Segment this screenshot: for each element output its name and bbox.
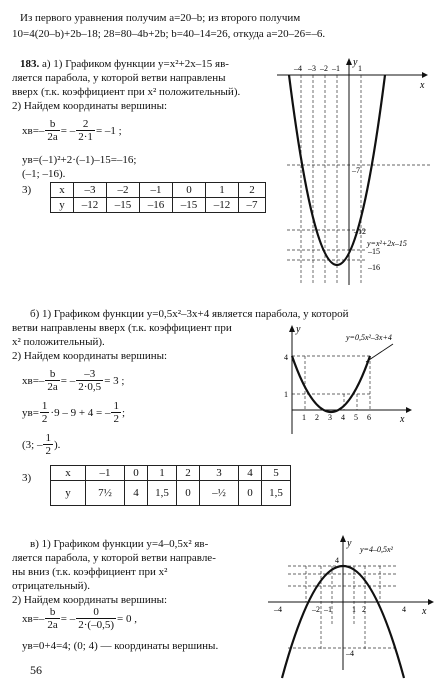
axis-x-label: x xyxy=(400,414,405,425)
x-tick: 2 xyxy=(315,413,319,422)
table-cell: 5 xyxy=(262,466,291,481)
x-tick: –1 xyxy=(332,64,340,73)
numerator: b xyxy=(45,118,59,131)
problem-number: 183. xyxy=(20,58,40,70)
result: = –1 ; xyxy=(95,124,122,137)
table-cell: 1,5 xyxy=(262,481,291,506)
denominator: 2a xyxy=(47,131,58,143)
x-tick: 6 xyxy=(367,413,371,422)
curve-label: y=0,5x²–3x+4 xyxy=(346,333,392,342)
table-cell: 0 xyxy=(239,481,262,506)
x-tick: 1 xyxy=(358,64,362,73)
table-cell: –12 xyxy=(74,198,107,213)
part-a-line-1 xyxy=(20,58,229,71)
axis-y-label: y xyxy=(353,57,358,68)
x-tick: 2 xyxy=(362,605,366,614)
vertex-text: (3; – xyxy=(22,438,43,451)
intro-line-1: Из первого уравнения получим a=20–b; из второго получим xyxy=(20,12,301,24)
table-row-x xyxy=(51,183,266,198)
part-a-xv-formula xyxy=(22,118,122,143)
part-c-line-1: в) 1) Графиком функции y=4–0,5x² яв- xyxy=(30,538,209,550)
part-c-line-2: ляется парабола, у которой ветви направле- xyxy=(12,552,216,564)
part-b-xv-formula xyxy=(22,368,124,393)
x-tick: –2 xyxy=(312,605,320,614)
x-tick: 3 xyxy=(328,413,332,422)
fraction xyxy=(76,368,103,393)
curve-label: y=x²+2x–15 xyxy=(367,239,407,248)
part-b-yv-formula xyxy=(22,400,125,425)
denominator: 2·0,5 xyxy=(78,381,102,393)
y-tick: 4 xyxy=(335,556,339,565)
table-cell: 3 xyxy=(200,466,239,481)
numerator: b xyxy=(45,606,59,619)
x-tick: –1 xyxy=(324,605,332,614)
table-cell: x xyxy=(51,183,74,198)
fraction xyxy=(76,118,95,143)
x-tick: 1 xyxy=(352,605,356,614)
y-tick: 1 xyxy=(284,390,288,399)
part-b-table-number: 3) xyxy=(22,472,32,484)
denominator: 2·1 xyxy=(78,131,93,143)
y-tick: –12 xyxy=(354,227,366,236)
table-row-y xyxy=(51,481,291,506)
table-row-x xyxy=(51,466,291,481)
part-a-vertex: (–1; –16). xyxy=(22,168,66,180)
table-cell: –1 xyxy=(140,183,173,198)
numerator: 0 xyxy=(76,606,116,619)
fraction xyxy=(43,432,53,457)
part-c-line-4: отрицательный). xyxy=(12,580,90,592)
table-cell: –15 xyxy=(107,198,140,213)
table-cell: 0 xyxy=(125,466,148,481)
table-cell: 1 xyxy=(206,183,239,198)
x-tick: –2 xyxy=(320,64,328,73)
table-cell: –15 xyxy=(173,198,206,213)
x-tick: 4 xyxy=(402,605,406,614)
xv-label: xв=– xyxy=(22,612,45,625)
table-cell: 2 xyxy=(177,466,200,481)
denominator: 2·(–0,5) xyxy=(78,619,115,631)
numerator: 1 xyxy=(45,432,51,444)
part-a-text-1: а) 1) Графиком функции y=x²+2x–15 яв- xyxy=(42,58,229,70)
table-cell: 1,5 xyxy=(148,481,177,506)
part-a-table-number: 3) xyxy=(22,184,32,196)
table-cell: –7 xyxy=(239,198,266,213)
result: = 3 ; xyxy=(104,374,125,387)
intro-line-2: 10=4(20–b)+2b–18; 28=80–4b+2b; b=40–14=26, откуда a=20–26=–6. xyxy=(12,28,326,40)
table-cell: –1 xyxy=(86,466,125,481)
denominator: 2 xyxy=(45,445,51,457)
fraction xyxy=(45,368,59,393)
fraction xyxy=(40,400,50,425)
punctuation: ; xyxy=(121,406,126,419)
part-b-line-2: ветви направлены вверх (т.к. коэффициент при xyxy=(12,322,232,334)
axis-y-label: y xyxy=(296,324,301,335)
part-c-line-5: 2) Найдем координаты вершины: xyxy=(12,594,168,606)
table-cell: –2 xyxy=(107,183,140,198)
denominator: 2a xyxy=(47,381,58,393)
x-tick: 5 xyxy=(354,413,358,422)
numerator: b xyxy=(45,368,59,381)
expression: ·9 – 9 + 4 = – xyxy=(50,406,111,419)
table-cell: 7½ xyxy=(86,481,125,506)
part-a-yv: yв=(–1)²+2·(–1)–15=–16; xyxy=(22,154,137,166)
numerator: 1 xyxy=(113,400,119,412)
y-tick: –15 xyxy=(368,247,380,256)
table-cell: 4 xyxy=(125,481,148,506)
table-cell: x xyxy=(51,466,86,481)
table-cell: 0 xyxy=(173,183,206,198)
part-b-graph xyxy=(278,318,434,438)
result: = 0 , xyxy=(117,612,137,625)
table-cell: –16 xyxy=(140,198,173,213)
part-c-line-3: ны вниз (т.к. коэффициент при x² xyxy=(12,566,168,578)
fraction xyxy=(76,606,116,631)
curve-label: y=4–0,5x² xyxy=(360,545,393,554)
table-cell: y xyxy=(51,481,86,506)
table-cell: 0 xyxy=(177,481,200,506)
denominator: 2 xyxy=(41,413,48,425)
x-tick: 1 xyxy=(302,413,306,422)
part-b-vertex xyxy=(22,432,60,457)
part-b-line-1: б) 1) Графиком функции y=0,5x²–3x+4 является парабола, у которой xyxy=(30,308,349,320)
equals: = – xyxy=(60,124,76,137)
numerator: 2 xyxy=(76,118,95,131)
fraction xyxy=(45,606,59,631)
part-b-line-4: 2) Найдем координаты вершины: xyxy=(12,350,168,362)
fraction xyxy=(45,118,59,143)
xv-label: xв=– xyxy=(22,374,45,387)
part-a-graph xyxy=(272,55,432,287)
table-cell: y xyxy=(51,198,74,213)
part-c-graph xyxy=(258,530,436,680)
axis-x-label: x xyxy=(420,80,425,91)
part-b-line-3: x² положительный). xyxy=(12,336,105,348)
table-cell: 4 xyxy=(239,466,262,481)
equals: = – xyxy=(60,374,76,387)
x-tick: –3 xyxy=(308,64,316,73)
part-a-value-table xyxy=(50,182,266,213)
x-tick: –4 xyxy=(274,605,282,614)
numerator: –3 xyxy=(76,368,103,381)
numerator: 1 xyxy=(41,400,48,412)
x-tick: –4 xyxy=(294,64,302,73)
y-tick: –16 xyxy=(368,263,380,272)
xv-label: xв=– xyxy=(22,124,45,137)
table-cell: 1 xyxy=(148,466,177,481)
y-tick: –7 xyxy=(352,166,360,175)
denominator: 2a xyxy=(47,619,58,631)
axis-x-label: x xyxy=(422,606,427,617)
part-c-yv: yв=0+4=4; (0; 4) — координаты вершины. xyxy=(22,640,219,652)
table-cell: –½ xyxy=(200,481,239,506)
part-a-line-4: 2) Найдем координаты вершины: xyxy=(12,100,168,112)
yv-label: yв= xyxy=(22,406,39,419)
table-cell: –12 xyxy=(206,198,239,213)
part-a-line-2: ляется парабола, у которой ветви направлены xyxy=(12,72,226,84)
axis-y-label: y xyxy=(347,538,352,549)
fraction xyxy=(111,400,121,425)
denominator: 2 xyxy=(113,413,119,425)
part-a-line-3: вверх (т.к. коэффициент при x² положительный). xyxy=(12,86,241,98)
table-cell: –3 xyxy=(74,183,107,198)
part-c-xv-formula xyxy=(22,606,137,631)
page-number: 56 xyxy=(30,663,42,677)
part-b-value-table xyxy=(50,465,291,506)
y-tick: –4 xyxy=(346,649,354,658)
equals: = – xyxy=(60,612,76,625)
table-row-y xyxy=(51,198,266,213)
punctuation: ). xyxy=(53,438,61,451)
x-tick: 4 xyxy=(341,413,345,422)
table-cell: 2 xyxy=(239,183,266,198)
y-tick: 4 xyxy=(284,353,288,362)
